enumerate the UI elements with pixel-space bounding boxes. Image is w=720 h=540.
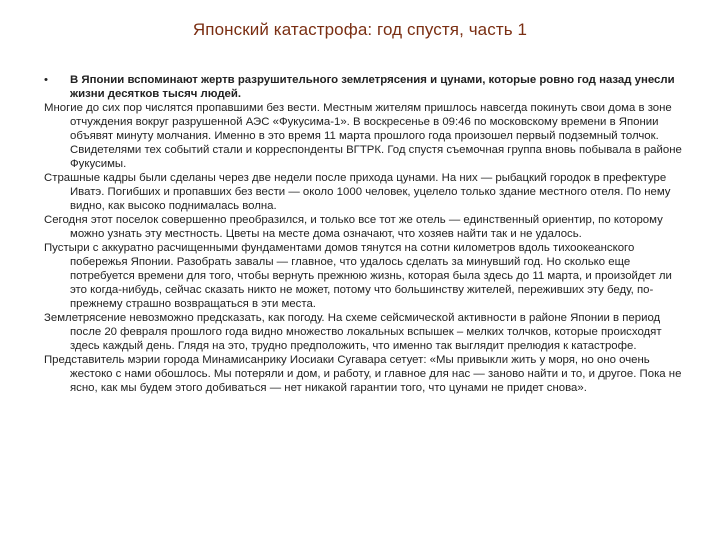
lead-bullet-item <box>44 73 684 101</box>
paragraph-tsunami-footage: Страшные кадры были сделаны через две недели после прихода цунами. На них — рыбацкий городок в префектуре Иватэ. Погибших и пропавших без вести — около 1000 человек, уцелело только здание местного отеля. По нему видно, как высоко поднималась волна. <box>44 172 671 212</box>
paragraph-cleared-lots: Пустыри с аккуратно расчищенными фундаментами домов тянутся на сотни километров вдоль тихоокеанского побережья Японии. Разобрать завалы — главное, что удалось сделать за минувший год. Но сколько еще потребуется времени для того, чтобы вернуть прежнюю жизнь, которая была здесь до 11 марта, и произойдет ли это когда-нибудь, сейчас сказать никто не может, потому что большинству жителей, переживших эту беду, по-прежнему страшно возвращаться в эти места. <box>44 242 672 310</box>
paragraph-official-quote: Представитель мэрии города Минамисанрику Иосиаки Сугавара сетует: «Мы привыкли жить у моря, но оно очень жестоко с нами обошлось. Мы потеряли и дом, и работу, и главное для нас — заново найти и то, и другое. Пока не ясно, как мы будем этого добиваться — нет никакой гарантии того, что цунами не придет снова». <box>44 354 682 394</box>
slide-title: Японский катастрофа: год спустя, часть 1 <box>192 20 528 39</box>
paragraph-seismic-activity: Землетрясение невозможно предсказать, как погоду. На схеме сейсмической активности в районе Японии в период после 20 февраля прошлого года видно множество локальных вспышек – мелких толчков, которые происходят здесь каждый день. Глядя на это, трудно предположить, что именно так выглядит прелюдия к катастрофе. <box>44 312 662 352</box>
paragraph-village-today: Сегодня этот поселок совершенно преобразился, и только все тот же отель — единственный ориентир, по которому можно узнать эту местность. Цветы на месте дома означают, что хозяев найти так и не удалось. <box>44 214 663 240</box>
paragraph-missing-people: Многие до сих пор числятся пропавшими без вести. Местным жителям пришлось навсегда покинуть свои дома в зоне отчуждения вокруг разрушенной АЭС «Фукусима-1». В воскресенье в 09:46 по московскому времени в Японии объявят минуту молчания. Именно в это время 11 марта прошлого года произошел первый подземный толчок. Свидетелями тех событий стали и корреспонденты ВГТРК. Год спустя съемочная группа вновь побывала в районе Фукусимы. <box>44 102 682 170</box>
bullet-icon: • <box>44 74 48 86</box>
lead-text: В Японии вспоминают жертв разрушительного землетрясения и цунами, которые ровно год назад унесли жизни десятков тысяч людей. <box>70 74 675 100</box>
slide-body <box>44 73 684 395</box>
